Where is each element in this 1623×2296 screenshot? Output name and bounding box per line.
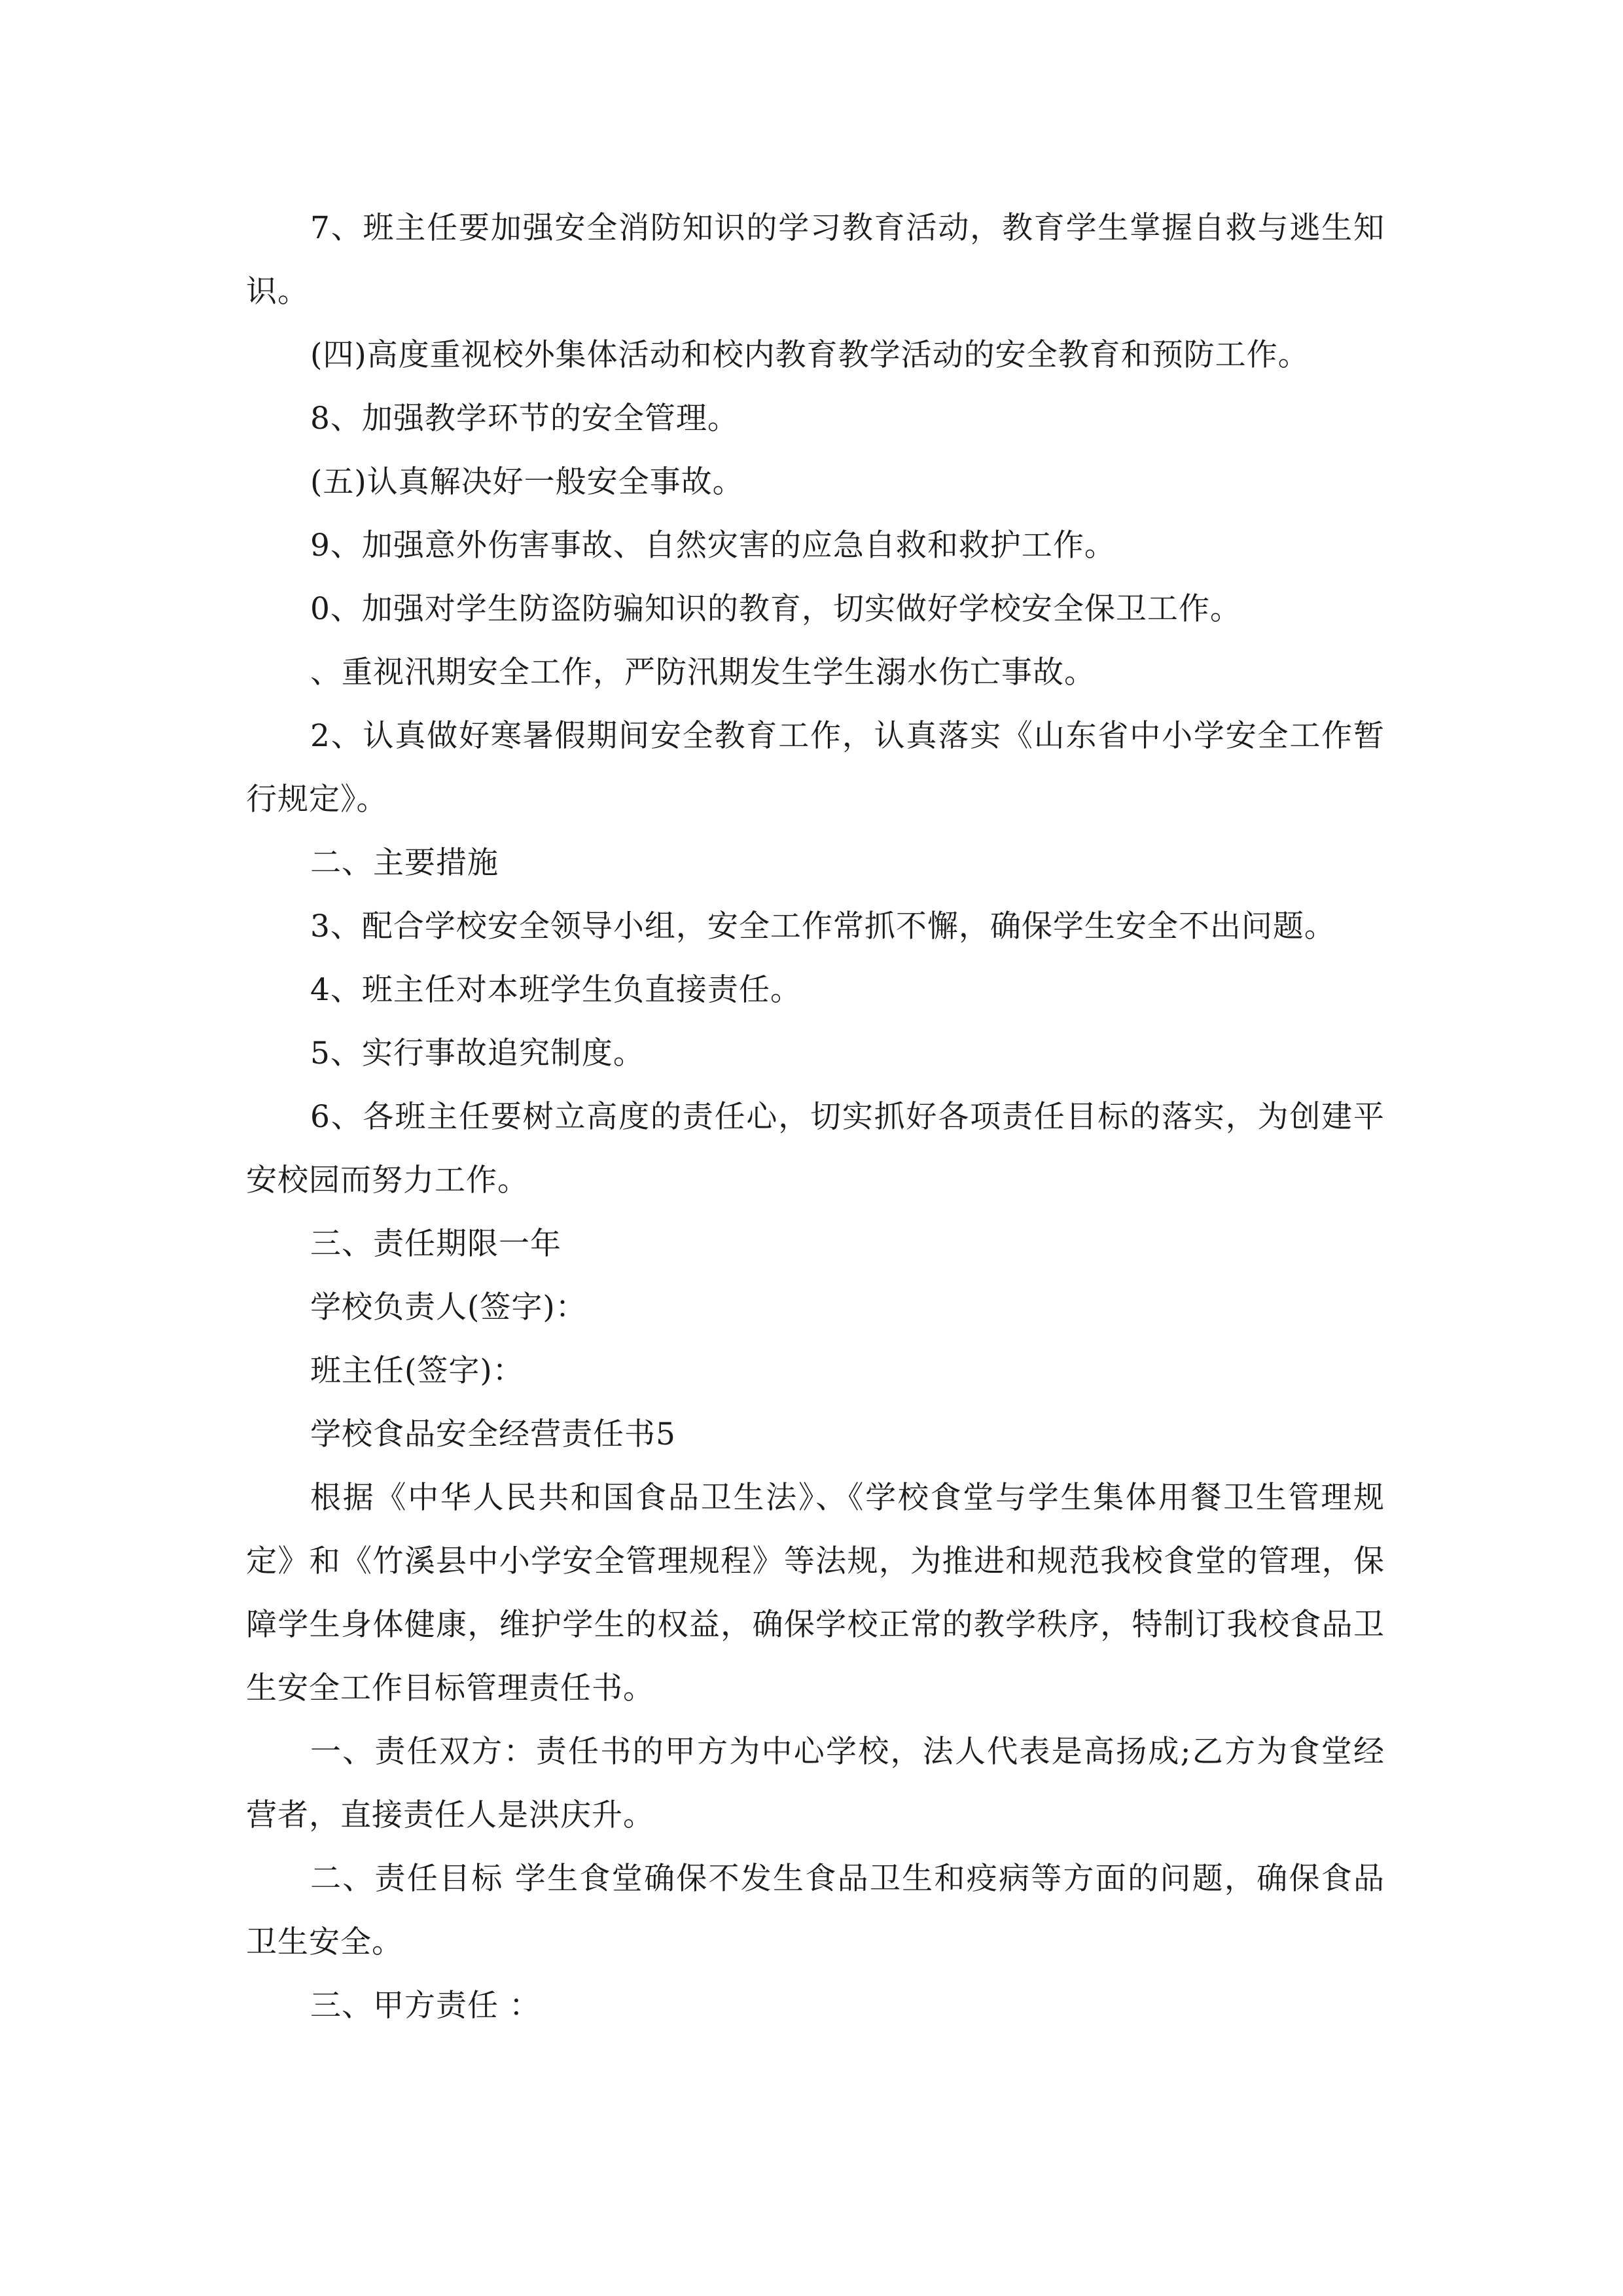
paragraph-item-13: 3、配合学校安全领导小组，安全工作常抓不懈，确保学生安全不出问题。: [310, 908, 1336, 944]
paragraph-item-14: 4、班主任对本班学生负直接责任。: [310, 972, 802, 1008]
paragraph-goals: 二、责任目标 学生食堂确保不发生食品卫生和疫病等方面的问题，确保食品卫生安全。: [246, 1861, 1385, 1960]
paragraph-item-16: 6、各班主任要树立高度的责任心，切实抓好各项责任目标的落实，为创建平安校园而努力工作。: [246, 1099, 1385, 1198]
heading-main-measures: 二、主要措施: [310, 845, 499, 881]
paragraph-section-5: (五)认真解决好一般安全事故。: [310, 464, 744, 500]
heading-party-a-duties: 三、甲方责任 ：: [310, 1988, 541, 2024]
paragraph-item-8: 8、加强教学环节的安全管理。: [310, 401, 739, 437]
paragraph-item-15: 5、实行事故追究制度。: [310, 1035, 645, 1071]
document-body: [246, 196, 1385, 2037]
signature-school-head: 学校负责人(签字)：: [310, 1289, 587, 1325]
paragraph-item-11: 、重视汛期安全工作，严防汛期发生学生溺水伤亡事故。: [310, 655, 1096, 691]
paragraph-preamble: 根据《中华人民共和国食品卫生法》、《学校食堂与学生集体用餐卫生管理规定》和《竹溪县中小学安全管理规程》等法规，为推进和规范我校食堂的管理，保障学生身体健康，维护学生的权益，确保学校正常的教学秩序，特制订我校食品卫生安全工作目标管理责任书。: [246, 1480, 1385, 1706]
paragraph-section-4: (四)高度重视校外集体活动和校内教育教学活动的安全教育和预防工作。: [310, 337, 1310, 373]
heading-responsibility-term: 三、责任期限一年: [310, 1226, 562, 1262]
paragraph-item-9: 9、加强意外伤害事故、自然灾害的应急自救和救护工作。: [310, 528, 1116, 564]
paragraph-item-7-fire-safety: 7、班主任要加强安全消防知识的学习教育活动，教育学生掌握自救与逃生知识。: [246, 210, 1385, 310]
paragraph-item-12: 2、认真做好寒暑假期间安全教育工作，认真落实《山东省中小学安全工作暂行规定》。: [246, 718, 1385, 817]
document-title-food-safety: 学校食品安全经营责任书5: [310, 1416, 676, 1452]
paragraph-parties: 一、责任双方：责任书的甲方为中心学校，法人代表是高扬成;乙方为食堂经营者，直接责任人是洪庆升。: [246, 1734, 1385, 1833]
paragraph-item-10: 0、加强对学生防盗防骗知识的教育，切实做好学校安全保卫工作。: [310, 591, 1241, 627]
signature-class-teacher: 班主任(签字)：: [310, 1353, 524, 1389]
